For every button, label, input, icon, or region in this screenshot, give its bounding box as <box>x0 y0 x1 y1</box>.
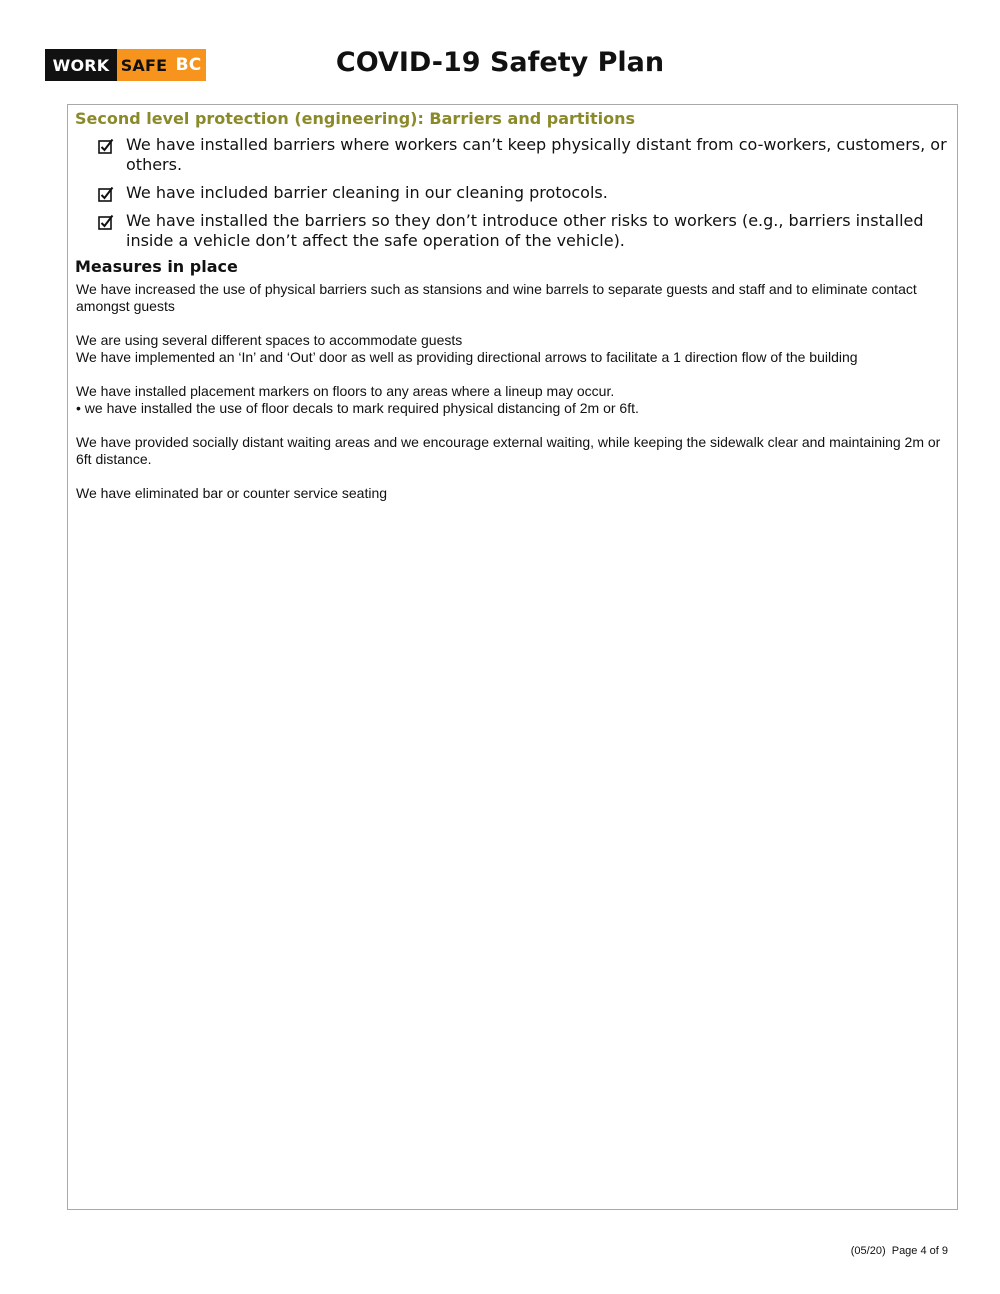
measure-gap <box>76 315 946 332</box>
section-panel <box>67 104 958 1210</box>
measure-line: We have provided socially distant waiting areas and we encourage external waiting, while keeping the sidewalk clear and maintaining 2m or 6ft distance. <box>76 434 941 467</box>
logo-safe-block: SAFE <box>117 49 171 81</box>
measures-text-field[interactable] <box>76 281 946 502</box>
checklist-item <box>98 211 953 251</box>
checklist-item-text: We have included barrier cleaning in our cleaning protocols. <box>126 183 608 202</box>
page-title: COVID-19 Safety Plan <box>335 47 665 78</box>
logo-bc-block: BC <box>171 49 206 81</box>
page-footer: (05/20) Page 4 of 9 <box>850 1245 948 1257</box>
worksafebc-logo <box>45 49 206 81</box>
measure-line: We have eliminated bar or counter service seating <box>76 485 388 501</box>
checklist-item-text: We have installed the barriers so they don’t introduce other risks to workers (e.g., barriers installed inside a vehicle don’t affect the safe operation of the vehicle). <box>126 211 924 250</box>
checklist-item-text: We have installed barriers where workers can’t keep physically distant from co-workers, customers, or others. <box>126 135 947 174</box>
checked-checkbox-icon[interactable] <box>98 214 114 230</box>
logo-work-block: WORK <box>45 49 117 81</box>
measure-line: We have installed placement markers on floors to any areas where a lineup may occur. <box>76 383 615 399</box>
checked-checkbox-icon[interactable] <box>98 138 114 154</box>
measure-line: We are using several different spaces to accommodate guests <box>76 332 463 348</box>
section-heading: Second level protection (engineering): Barriers and partitions <box>75 109 636 128</box>
measure-gap <box>76 468 946 485</box>
measures-label: Measures in place <box>75 257 238 276</box>
checklist <box>98 135 953 259</box>
checked-checkbox-icon[interactable] <box>98 186 114 202</box>
measure-gap <box>76 417 946 434</box>
measure-line: We have implemented an ‘In’ and ‘Out’ door as well as providing directional arrows to facilitate a 1 direction flow of the building <box>76 349 858 365</box>
measure-line: We have increased the use of physical barriers such as stansions and wine barrels to separate guests and staff and to eliminate contact amongst guests <box>76 281 917 314</box>
checklist-item <box>98 135 953 175</box>
measure-line: • we have installed the use of floor decals to mark required physical distancing of 2m or 6ft. <box>76 400 639 416</box>
checklist-item <box>98 183 953 203</box>
measure-gap <box>76 366 946 383</box>
